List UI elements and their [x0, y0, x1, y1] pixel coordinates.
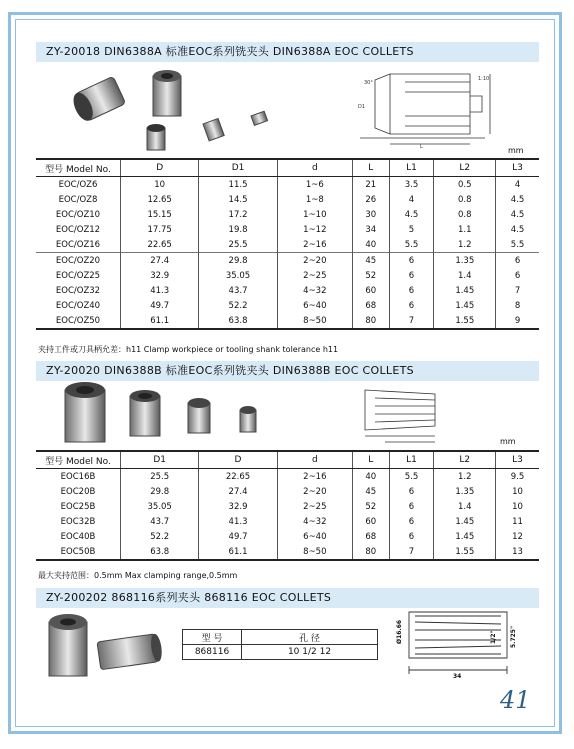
table-row — [36, 253, 539, 269]
cell: 14.5 — [199, 192, 277, 207]
cell: 60 — [352, 514, 389, 529]
cell: 43.7 — [199, 283, 277, 298]
section2-table — [36, 450, 539, 561]
cell: 10 — [121, 177, 199, 193]
section2-note: 最大夹持范围：0.5mm Max clamping range,0.5mm — [38, 571, 238, 580]
cell: 4.5 — [496, 192, 539, 207]
cell: EOC/OZ6 — [58, 179, 98, 190]
cell: 1.35 — [434, 253, 496, 269]
cell: 60 — [352, 283, 389, 298]
cell: 6 — [389, 298, 434, 313]
cell: EOC16B — [60, 471, 96, 482]
cell: 6 — [389, 283, 434, 298]
cell: 6~40 — [277, 529, 352, 544]
cell: 2~16 — [277, 469, 352, 485]
cell: 61.1 — [199, 544, 277, 560]
cell: 1.2 — [434, 237, 496, 253]
cell: EOC/OZ8 — [58, 194, 98, 205]
dim-inch-2: 5.725" — [510, 625, 517, 648]
cell: 80 — [352, 313, 389, 329]
cell: 0.5 — [434, 177, 496, 193]
cell: 32.9 — [121, 268, 199, 283]
collet-drawing-1 — [350, 68, 520, 150]
cell: 29.8 — [121, 484, 199, 499]
cell: 17.75 — [121, 222, 199, 237]
table-row — [36, 237, 539, 253]
cell: 12 — [496, 529, 539, 544]
cell: 5 — [389, 222, 434, 237]
cell: 8 — [496, 298, 539, 313]
cell: 6 — [496, 268, 539, 283]
section3-title: ZY-200202 868116系列夹头 868116 EOC COLLETS — [36, 588, 539, 608]
header-model: 型 号 — [183, 630, 242, 645]
cell: 1.4 — [434, 499, 496, 514]
header-D1: D1 — [121, 451, 199, 469]
cell: 1~6 — [277, 177, 352, 193]
cell: 1.45 — [434, 514, 496, 529]
cell: 4 — [389, 192, 434, 207]
cell: 1~12 — [277, 222, 352, 237]
cell: 4~32 — [277, 514, 352, 529]
cell: EOC/OZ25 — [55, 270, 101, 281]
cell: 26 — [352, 192, 389, 207]
cell: 5.5 — [389, 469, 434, 485]
cell: 6 — [389, 529, 434, 544]
cell: 15.15 — [121, 207, 199, 222]
cell: 0.8 — [434, 192, 496, 207]
cell: 8~50 — [277, 544, 352, 560]
header-L1: L1 — [389, 159, 434, 177]
header-D: D — [121, 159, 199, 177]
cell: 1.45 — [434, 298, 496, 313]
cell: EOC50B — [36, 544, 121, 560]
cell: 1.2 — [434, 469, 496, 485]
cell: 63.8 — [199, 313, 277, 329]
table-row — [36, 529, 539, 544]
table-row — [36, 192, 539, 207]
cell: 49.7 — [199, 529, 277, 544]
cell: 30 — [352, 207, 389, 222]
cell: 43.7 — [121, 514, 199, 529]
cell: 2~16 — [277, 237, 352, 253]
cell: 4.5 — [496, 222, 539, 237]
cell: 2~20 — [277, 253, 352, 269]
cell: 21 — [352, 177, 389, 193]
cell: 80 — [352, 544, 389, 560]
header-model: 型号 Model No. — [36, 159, 121, 177]
cell: 1.4 — [434, 268, 496, 283]
cell: EOC/OZ16 — [55, 239, 101, 250]
cell: 4~32 — [277, 283, 352, 298]
cell: 34 — [352, 222, 389, 237]
section1-table — [36, 158, 539, 330]
cell: 10 — [496, 499, 539, 514]
table-row — [36, 298, 539, 313]
cell: 5.5 — [389, 237, 434, 253]
cell: 49.7 — [121, 298, 199, 313]
section1-title: ZY-20018 DIN6388A 标准EOC系列铣夹头 DIN6388A EOC COLLETS — [36, 42, 539, 62]
table-header-row — [36, 451, 539, 469]
cell: 5.5 — [496, 237, 539, 253]
cell: 13 — [496, 544, 539, 560]
section2-unit: mm — [500, 437, 516, 446]
header-L3: L3 — [496, 451, 539, 469]
cell: 19.8 — [199, 222, 277, 237]
dim-diameter: Ø16.66 — [396, 619, 403, 644]
cell: EOC32B — [60, 516, 96, 527]
cell: 6 — [389, 499, 434, 514]
dim-inch: 1/2" — [490, 630, 497, 644]
cell: 10 — [496, 484, 539, 499]
cell: EOC/OZ32 — [55, 285, 101, 296]
cell: 63.8 — [121, 544, 199, 560]
table-row — [36, 177, 539, 193]
cell: 52 — [352, 268, 389, 283]
table-row — [36, 207, 539, 222]
cell: 52 — [352, 499, 389, 514]
cell: 45 — [352, 484, 389, 499]
table-row — [36, 283, 539, 298]
dim-length: 34 — [453, 673, 462, 680]
cell: EOC25B — [60, 501, 96, 512]
collet-photos-1 — [55, 66, 285, 156]
svg-text:1:10: 1:10 — [478, 76, 490, 82]
table-row — [36, 544, 539, 560]
header-L: L — [352, 451, 389, 469]
table-row — [36, 268, 539, 283]
cell: 7 — [389, 313, 434, 329]
table-header-row — [183, 630, 378, 645]
svg-text:30°: 30° — [364, 80, 373, 86]
cell: 17.2 — [199, 207, 277, 222]
cell: 29.8 — [199, 253, 277, 269]
cell: 35.05 — [199, 268, 277, 283]
collet-drawing-2 — [345, 380, 455, 446]
cell: 6 — [389, 268, 434, 283]
table-row — [36, 469, 539, 485]
section3-table — [182, 629, 378, 660]
header-L: L — [352, 159, 389, 177]
page-number: 41 — [500, 686, 531, 714]
table-row — [36, 313, 539, 329]
cell: 6 — [389, 484, 434, 499]
table-row — [183, 645, 378, 660]
cell: 10 1/2 12 — [242, 645, 378, 660]
cell: 2~25 — [277, 499, 352, 514]
cell: 22.65 — [121, 237, 199, 253]
table-row — [36, 514, 539, 529]
cell: 1.45 — [434, 529, 496, 544]
cell: EOC20B — [60, 486, 96, 497]
header-bore: 孔 径 — [242, 630, 378, 645]
cell: 9.5 — [496, 469, 539, 485]
cell: 7 — [496, 283, 539, 298]
cell: 25.5 — [121, 469, 199, 485]
cell: EOC/OZ12 — [55, 224, 101, 235]
cell: 1~8 — [277, 192, 352, 207]
cell: 0.8 — [434, 207, 496, 222]
cell: 11 — [496, 514, 539, 529]
cell: 32.9 — [199, 499, 277, 514]
cell: 41.3 — [121, 283, 199, 298]
section2-title: ZY-20020 DIN6388B 标准EOC系列铣夹头 DIN6388B EOC COLLETS — [36, 361, 539, 381]
cell: 1.55 — [434, 313, 496, 329]
cell: 4 — [496, 177, 539, 193]
collet-drawing-3 — [395, 608, 525, 684]
cell: 52.2 — [121, 529, 199, 544]
cell: 8~50 — [277, 313, 352, 329]
cell: 27.4 — [121, 253, 199, 269]
header-L1: L1 — [389, 451, 434, 469]
cell: 868116 — [183, 645, 242, 660]
header-d: d — [277, 159, 352, 177]
cell: 40 — [352, 469, 389, 485]
cell: 27.4 — [199, 484, 277, 499]
header-d: d — [277, 451, 352, 469]
cell: 52.2 — [199, 298, 277, 313]
cell: 1.55 — [434, 544, 496, 560]
cell: 68 — [352, 529, 389, 544]
cell: 6 — [389, 253, 434, 269]
collet-photos-3 — [45, 612, 170, 678]
cell: 4.5 — [389, 207, 434, 222]
cell: EOC40B — [60, 531, 96, 542]
table-header-row — [36, 159, 539, 177]
header-L2: L2 — [434, 159, 496, 177]
header-model: 型号 Model No. — [36, 451, 121, 469]
header-D: D — [199, 451, 277, 469]
cell: 40 — [352, 237, 389, 253]
cell: 6 — [389, 514, 434, 529]
cell: EOC/OZ50 — [36, 313, 121, 329]
cell: 45 — [352, 253, 389, 269]
cell: 35.05 — [121, 499, 199, 514]
cell: 41.3 — [199, 514, 277, 529]
cell: 22.65 — [199, 469, 277, 485]
table-row — [36, 222, 539, 237]
cell: EOC/OZ10 — [55, 209, 101, 220]
table-row — [36, 499, 539, 514]
cell: 1~10 — [277, 207, 352, 222]
cell: 12.65 — [121, 192, 199, 207]
header-D1: D1 — [199, 159, 277, 177]
cell: 2~20 — [277, 484, 352, 499]
cell: 1.1 — [434, 222, 496, 237]
cell: 7 — [389, 544, 434, 560]
cell: 25.5 — [199, 237, 277, 253]
cell: 4.5 — [496, 207, 539, 222]
cell: 2~25 — [277, 268, 352, 283]
cell: 6 — [496, 253, 539, 269]
cell: 6~40 — [277, 298, 352, 313]
cell: 11.5 — [199, 177, 277, 193]
section1-note: 夹持工件或刀具柄允差：h11 Clamp workpiece or tooling shank tolerance h11 — [38, 345, 339, 354]
section1-unit: mm — [508, 146, 524, 155]
cell: 1.45 — [434, 283, 496, 298]
cell: 3.5 — [389, 177, 434, 193]
cell: EOC/OZ40 — [55, 300, 101, 311]
cell: EOC/OZ20 — [36, 253, 121, 269]
collet-photos-2 — [60, 380, 280, 446]
header-L2: L2 — [434, 451, 496, 469]
cell: 68 — [352, 298, 389, 313]
table-row — [36, 484, 539, 499]
cell: 1.35 — [434, 484, 496, 499]
header-L3: L3 — [496, 159, 539, 177]
cell: 9 — [496, 313, 539, 329]
svg-text:L: L — [420, 144, 423, 150]
cell: 61.1 — [121, 313, 199, 329]
svg-text:D1: D1 — [358, 104, 366, 110]
